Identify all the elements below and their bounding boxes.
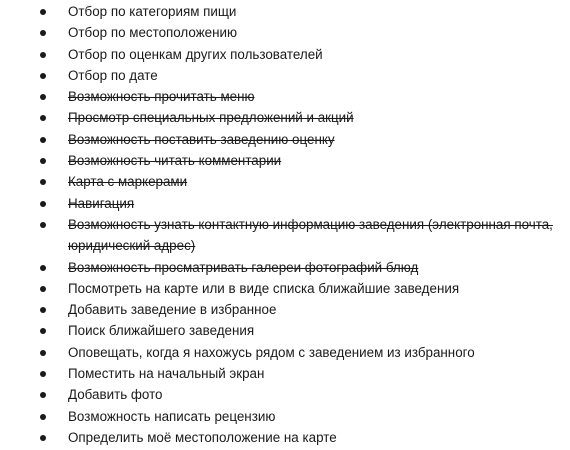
list-item: [0, 384, 570, 405]
list-item: [0, 44, 570, 65]
list-item: [0, 406, 570, 427]
list-item-text: Отбор по местоположению: [68, 25, 238, 41]
bullet-icon: [40, 371, 46, 377]
bullet-icon: [40, 328, 46, 334]
list-item-text: Карта с маркерами: [68, 174, 188, 190]
feature-list: [0, 1, 570, 448]
bullet-icon: [40, 286, 46, 292]
list-item-text: Поместить на начальный экран: [68, 366, 265, 382]
list-item-text: Оповещать, когда я нахожусь рядом с заведением из избранного: [68, 344, 475, 360]
bullet-icon: [40, 307, 46, 313]
bullet-icon: [40, 222, 46, 228]
list-item-text: Посмотреть на карте или в виде списка ближайшие заведения: [68, 280, 460, 296]
list-item-text: Добавить заведение в избранное: [68, 302, 277, 318]
bullet-icon: [40, 52, 46, 58]
bullet-icon: [40, 30, 46, 36]
bullet-icon: [40, 414, 46, 420]
list-item: [0, 1, 570, 22]
bullet-icon: [40, 94, 46, 100]
list-item: [0, 363, 570, 384]
bullet-icon: [40, 392, 46, 398]
list-item-text: Отбор по категориям пищи: [68, 4, 237, 19]
list-item-text: Определить моё местоположение на карте: [68, 429, 337, 445]
bullet-icon: [40, 350, 46, 356]
list-item-text: Возможность узнать контактную информацию заведения (электронная почта, юридический адрес): [68, 216, 553, 254]
bullet-icon: [40, 158, 46, 164]
list-item: [0, 65, 570, 86]
list-item: [0, 342, 570, 363]
list-item: [0, 299, 570, 320]
bullet-icon: [40, 73, 46, 79]
list-item: [0, 193, 570, 214]
bullet-icon: [40, 9, 46, 15]
list-item-text: Добавить фото: [68, 387, 163, 403]
list-item-text: Навигация: [68, 195, 135, 211]
list-item-text: Возможность прочитать меню: [68, 89, 255, 105]
bullet-icon: [40, 265, 46, 271]
list-item-text: Отбор по оценкам других пользователей: [68, 46, 323, 62]
list-item-text: Поиск ближайшего заведения: [68, 323, 255, 339]
list-item: [0, 86, 570, 107]
list-item-text: Просмотр специальных предложений и акций: [68, 110, 354, 126]
list-item: [0, 214, 570, 257]
list-item: [0, 257, 570, 278]
bullet-icon: [40, 435, 46, 441]
list-item: [0, 150, 570, 171]
list-item: [0, 107, 570, 128]
list-item: [0, 129, 570, 150]
list-item-text: Возможность написать рецензию: [68, 408, 276, 424]
list-item: [0, 22, 570, 43]
list-item-text: Возможность просматривать галереи фотографий блюд: [68, 259, 419, 275]
list-item-text: Отбор по дате: [68, 67, 158, 83]
list-item: [0, 427, 570, 448]
list-item: [0, 320, 570, 341]
list-item-text: Возможность читать комментарии: [68, 153, 282, 169]
list-item-text: Возможность поставить заведению оценку: [68, 131, 335, 147]
list-item: [0, 171, 570, 192]
bullet-icon: [40, 201, 46, 207]
bullet-icon: [40, 115, 46, 121]
bullet-icon: [40, 137, 46, 143]
bullet-icon: [40, 179, 46, 185]
list-item: [0, 278, 570, 299]
